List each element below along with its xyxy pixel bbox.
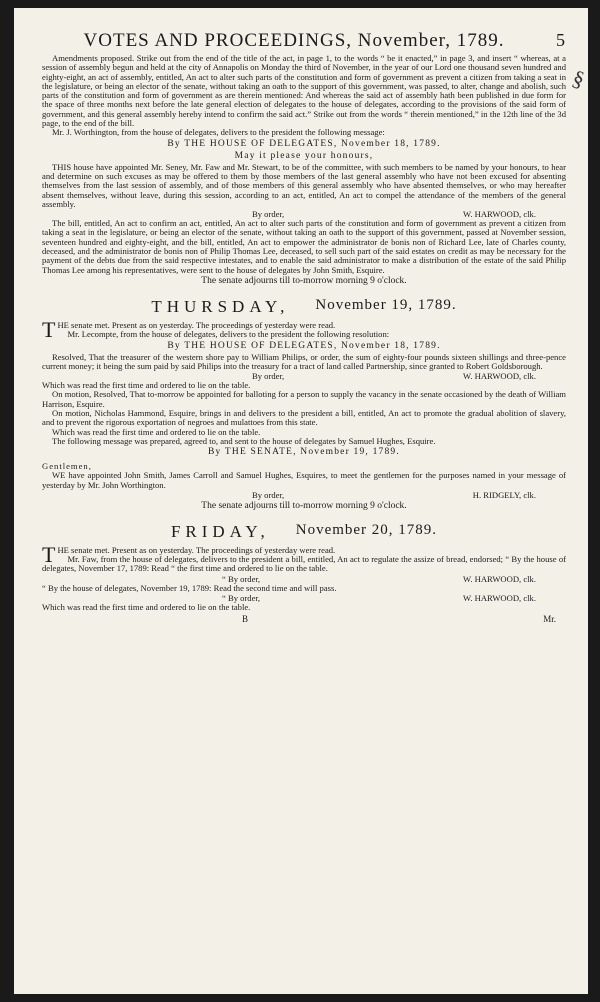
second-reading-line: “ By the house of delegates, November 19, 1789: Read the second time and will pass. [42,582,337,593]
clerk-signature: W. HARWOOD, clk. [463,592,536,603]
page-number: 5 [556,30,566,50]
signature-mark: B [242,614,249,625]
by-order-label: “ By order, [222,592,261,603]
message-intro: The following message was prepared, agreed to, and sent to the house of delegates by Samuel Hughes, Esquire. [52,435,436,446]
amendments-paragraph: Amendments proposed. Strike out from the end of the title of the act, in page 1, to the words “ be it enacted,” in page 3, and insert “ whereas, at a session of assembly begun and held at the city of Annapolis on Monday the third of November, in the year of our Lord one thousand seven hundred and eighty-eight, an act of assembly, entitled, An act to alter such parts of the constitution and form of government as prevent a citizen from taking a seat in the legislature, or being an elector of the senate, without taking an oath to the support of this government, was passed, to alter, change and abolish, such parts of the constitution and form of government as are therein mentioned: And whereas the said act of assembly hath been published in due form for the space of three months next before the late general election of delegates to the house of delegates, according to the provisions of the said form of government, and this general assembly hereby intend to confirm the said act.” Strike out from the words “ therein mentioned,” in the 12th line of the 3d page, to the end of the bill. [42,53,566,129]
clerk-signature: W. HARWOOD, clk. [463,371,536,382]
read-line: Which was read the first time and ordered to lie on the table. [42,380,251,391]
page-header [42,30,566,52]
page-footer [42,612,566,624]
thursday-heading [42,297,566,317]
by-order-label: By order, [252,489,285,500]
friday-opening: THE senate met. Present as on yesterday. The proceedings of yesterday were read. [42,541,336,567]
resolved-paragraph: Resolved, That the treasurer of the western shore pay to William Philips, or order, the sum of eighty-four pounds sixteen shillings and three-pence current money; it being the sum paid by said Philips into the treasury for a tract of land called Partnership, since granted to Robert Goldsborough. [42,351,566,371]
adjourn-line: The senate adjourns till to-morrow morning 9 o'clock. [201,275,407,286]
clerk-signature: H. RIDGELY, clk. [472,489,536,500]
senate-salutation: Gentlemen, [42,461,92,472]
signature-line [42,490,566,500]
day-name: FRIDAY, [170,521,270,541]
friday-heading [42,522,566,542]
message-text: THIS house have appointed Mr. Seney, Mr. Faw and Mr. Stewart, to be of the committee, with such members to be named by your honours, to hear and determine on such excuses as may be offered to them by those members of the last general assembly who have not been excused for absenting themselves from the last session of assembly, and of those members of this general assembly who have absented themselves, or who may hereafter absent themselves, without leave, during this session, according to an act, entitled, An act to compel the attendance of the members of the general assembly. [42,161,566,209]
senate-heading: By THE SENATE, November 19, 1789. [208,447,400,458]
clerk-signature: W. HARWOOD, clk. [463,209,536,220]
senate-text: WE have appointed John Smith, James Carroll and Samuel Hughes, Esquires, to meet the gentlemen for the purposes named in your message of yesterday by Mr. John Worthington. [42,470,566,490]
document-page [14,8,588,994]
lecompte-paragraph: Mr. Lecompte, from the house of delegates, delivers to the president the following resolution: [67,329,390,340]
page-title: VOTES AND PROCEEDINGS, November, 1789. [83,30,505,51]
adjourn-line: The senate adjourns till to-morrow morning 9 o'clock. [201,500,407,511]
read-line: Which was read the first time and ordered to lie on the table. [52,426,261,437]
by-order-label: “ By order, [222,573,261,584]
worthington-paragraph: Mr. J. Worthington, from the house of delegates, delivers to the president the following message: [52,127,385,138]
message-salutation: May it please your honours, [234,150,374,161]
message-heading: By THE HOUSE OF DELEGATES, November 18, 1789. [167,138,441,149]
faw-paragraph: Mr. Faw, from the house of delegates, delivers to the president a bill, entitled, An act to regulate the assize of bread, endorsed; “ By the house of delegates, November 17, 1789: Read “ the first time and ordered to lie on the table. [42,554,566,574]
day-name: THURSDAY, [151,296,290,316]
thursday-opening: THE senate met. Present as on yesterday. The proceedings of yesterday were read. [42,316,336,342]
margin-mark: § [569,64,588,93]
motion-paragraph: On motion, Nicholas Hammond, Esquire, brings in and delivers to the president a bill, entitled, An act to promote the gradual abolition of slavery, and to prevent the rigorous exportation of negroes and mulattoes from this state. [42,408,566,428]
by-order-label: By order, [252,209,285,220]
day-date: November 19, 1789. [315,296,457,313]
by-order-label: By order, [252,371,285,382]
read-line: Which was read the first time and ordered to lie on the table. [42,601,251,612]
clerk-signature: W. HARWOOD, clk. [463,573,536,584]
day-date: November 20, 1789. [295,521,438,538]
motion-paragraph: On motion, Resolved, That to-morrow be appointed for balloting for a person to supply the vacancy in the senate occasioned by the death of William Harrison, Esquire. [42,389,566,409]
catchword: Mr. [543,614,556,625]
bill-paragraph: The bill, entitled, An act to confirm an act, entitled, An act to alter such parts of the constitution and form of government as prevent a citizen from taking a seat in the legislature, or being an elector of the senate, without taking an oath to the support of this government, passed at November session, seventeen hundred and eighty-eight, and the bill, entitled, An act to empower the administrator de bonis non of Richard Lee, late of Charles county, deceased, and the administrator de bonis non of Philip Thomas Lee, deceased, to sell such part of the said estates on credit as may be necessary for the payment of the debts due from the said respective intestates, and to enable the said administrator to make a distribution of the estate of the said Philip Thomas Lee among his representatives, were sent to the house of delegates by John Smith, Esquire. [42,218,566,275]
resolution-heading: By THE HOUSE OF DELEGATES, November 18, 1789. [167,340,441,351]
